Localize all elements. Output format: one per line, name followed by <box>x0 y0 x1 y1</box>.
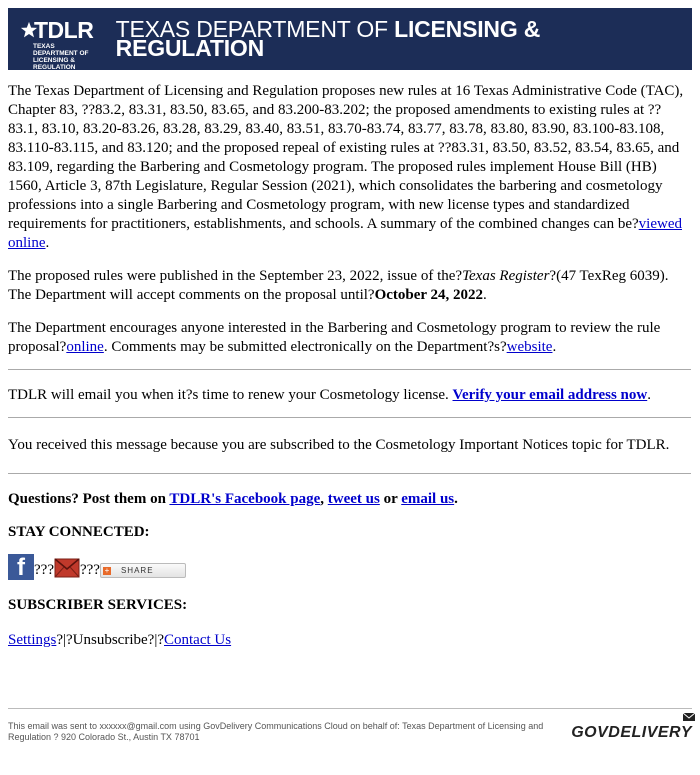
contact-us-link[interactable]: Contact Us <box>164 632 232 648</box>
unsubscribe-text: Unsubscribe <box>72 632 148 648</box>
logo-subtitle: TEXAS DEPARTMENT OF LICENSING & REGULATION <box>33 43 89 71</box>
subscriber-links: Settings?|?Unsubscribe?|?Contact Us <box>8 632 232 648</box>
comment-deadline: October 24, 2022 <box>374 287 484 303</box>
plus-icon: + <box>104 565 110 575</box>
settings-link[interactable]: Settings <box>8 632 57 648</box>
email-envelope-icon[interactable] <box>54 556 80 580</box>
share-label: SHARE <box>120 566 154 575</box>
logo-text: TDLR <box>34 17 94 43</box>
subscription-note: You received this message because you are subscribed to the Cosmetology Important Notices topic for TDLR. <box>8 437 670 453</box>
email-us-link[interactable]: email us <box>401 491 455 507</box>
footer-text: This email was sent to xxxxxx@gmail.com using GovDelivery Communications Cloud on behalf of: Texas Department of Licensing and Regulation ? 920 Colorado St., Austin TX 78701 <box>8 721 544 742</box>
header-banner <box>8 8 692 70</box>
tweet-us-link[interactable]: tweet us <box>327 491 380 507</box>
separator: ??? <box>34 562 54 578</box>
renew-notice: TDLR will email you when it?s time to renew your Cosmetology license. Verify your email address now. <box>8 387 651 403</box>
email-content <box>8 82 691 650</box>
subscriber-services-heading: SUBSCRIBER SERVICES: <box>8 597 188 613</box>
questions-line: Questions? Post them on TDLR's Facebook page, tweet us or email us. <box>8 491 458 507</box>
viewed-online-link[interactable]: viewed online <box>8 216 682 251</box>
website-link[interactable]: website <box>506 339 553 355</box>
footer <box>8 708 692 759</box>
share-button[interactable] <box>100 563 186 578</box>
paragraph-proposal: The Texas Department of Licensing and Regulation proposes new rules at 16 Texas Administrative Code (TAC), Chapter 83, ??83.2, 83.31, 83.50, 83.65, and 83.200-83.202; the proposed amendments to existing rules at ??83.1, 83.10, 83.20-83.26, 83.28, 83.29, 83.40, 83.51, 83.70-83.74, 83.77, 83.78, 83.80, 83.90, 83.100-83.108, 83.110-83.115, and 83.120; and the proposed repeal of existing rules at ??83.31, 83.50, 83.52, 83.54, 83.65, and 83.109, regarding the Barbering and Cosmetology program. The proposed rules implement House Bill (HB) 1560, Article 3, 87th Legislature, Regular Session (2021), which consolidates the barbering and cosmetology professions into a single Barbering and Cosmetology program, with new license types and standardized requirements for practitioners, establishments, and schools. A summary of the combined changes can be?viewed online. <box>8 83 684 251</box>
stay-connected-heading: STAY CONNECTED: <box>8 524 150 540</box>
paragraph-publication: The proposed rules were published in the September 23, 2022, issue of the?Texas Register?(47 TexReg 6039). The Department will accept comments on the proposal until?October 24, 2022. <box>8 268 669 303</box>
social-links <box>8 554 691 580</box>
govdelivery-logo[interactable]: GOVDELIVERY <box>571 723 692 742</box>
tdlr-logo[interactable] <box>20 16 94 71</box>
header-title: TEXAS DEPARTMENT OF LICENSING & REGULATION <box>115 16 541 61</box>
separator: ??? <box>79 562 100 578</box>
envelope-icon <box>682 711 696 723</box>
paragraph-comments: The Department encourages anyone interested in the Barbering and Cosmetology program to review the rule proposal?online. Comments may be submitted electronically on the Department?s?website. <box>8 320 661 355</box>
verify-email-link[interactable]: Verify your email address now <box>452 387 648 403</box>
envelope-icon <box>54 556 80 580</box>
online-link[interactable]: online <box>66 339 104 355</box>
facebook-page-link[interactable]: TDLR's Facebook page <box>169 491 321 507</box>
facebook-icon[interactable]: f <box>8 554 34 580</box>
